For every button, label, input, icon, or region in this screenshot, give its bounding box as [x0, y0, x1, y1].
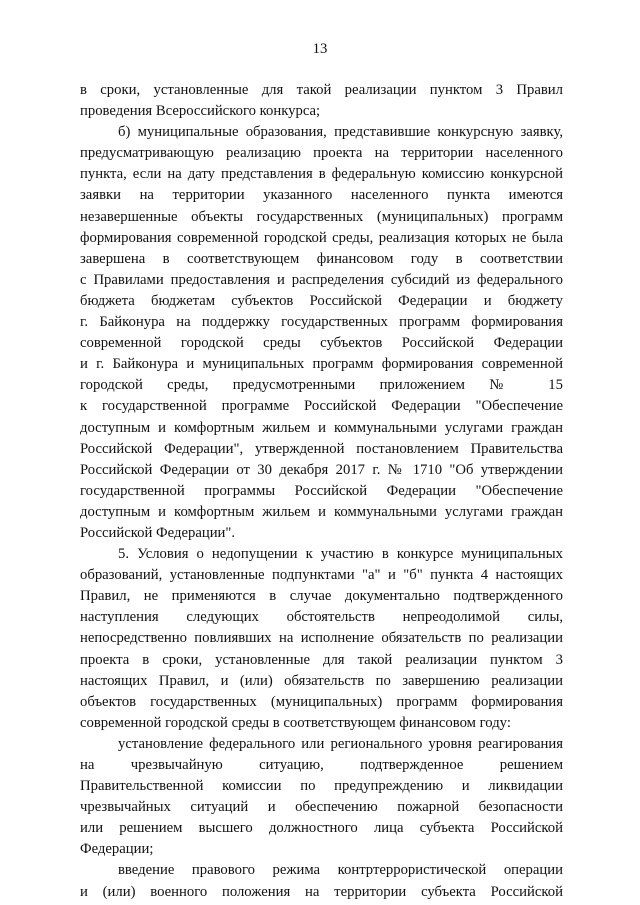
- text-line: Российской Федерации от 30 декабря 2017 г. № 1710 "Об утверждении: [80, 461, 563, 478]
- text-line: на чрезвычайную ситуацию, подтвержденное решением: [80, 757, 563, 773]
- text-line: Федерации;: [80, 841, 154, 858]
- text-line: доступным и комфортным жильем и коммунальными услугами граждан: [80, 503, 563, 520]
- text-line: Правил, не применяются в случае документально подтвержденного: [80, 588, 563, 605]
- text-line: к государственной программе Российской Федерации "Обеспечение: [80, 398, 563, 415]
- text-line: настоящих Правил, и (или) обязательств по завершению реализации: [80, 672, 563, 689]
- text-line: объектов государственных (муниципальных) программ формирования: [80, 693, 563, 710]
- text-line: доступным и комфортным жильем и коммунальными услугами граждан: [80, 419, 563, 436]
- text-line: завершена в соответствующем финансовом году в соответствии: [80, 250, 563, 267]
- text-line: проведения Всероссийского конкурса;: [80, 103, 321, 120]
- text-line: проекта в сроки, установленные для такой реализации пунктом 3: [80, 651, 563, 668]
- text-line: установление федерального или регионального уровня реагирования: [118, 735, 563, 752]
- text-line: городской среды, предусмотренными приложением № 15: [80, 377, 563, 394]
- text-line: Российской Федерации".: [80, 524, 236, 541]
- text-line: незавершенные объекты государственных (муниципальных) программ: [80, 208, 563, 225]
- text-line: 5. Условия о недопущении к участию в конкурсе муниципальных: [118, 546, 563, 563]
- text-line: пункта, если на дату представления в федеральную комиссию конкурсной: [80, 166, 563, 183]
- text-line: наступления следующих обстоятельств непреодолимой силы,: [80, 609, 563, 626]
- text-line: заявки на территории указанного населенного пункта имеются: [80, 187, 563, 204]
- text-line: современной городской среды в соответствующем финансовом году:: [80, 714, 511, 731]
- body-text: [80, 80, 563, 903]
- text-line: современной городской среды субъектов Российской Федерации: [80, 335, 563, 352]
- text-line: чрезвычайных ситуаций и обеспечению пожарной безопасности: [80, 799, 563, 816]
- text-line: формирования современной городской среды, реализация которых не была: [80, 229, 563, 246]
- text-line: в сроки, установленные для такой реализации пунктом 3 Правил: [80, 82, 563, 98]
- text-line: введение правового режима контртеррористической операции: [118, 862, 563, 879]
- text-line: г. Байконура на поддержку государственных программ формирования: [80, 314, 563, 331]
- text-line: государственной программы Российской Федерации "Обеспечение: [80, 482, 563, 499]
- text-line: и г. Байконура и муниципальных программ формирования современной: [80, 356, 563, 373]
- text-line: или решением высшего должностного лица субъекта Российской: [80, 820, 563, 837]
- text-line: б) муниципальные образования, представившие конкурсную заявку,: [118, 124, 563, 141]
- text-line: непосредственно повлиявших на исполнение обязательств по реализации: [80, 630, 563, 647]
- text-line: предусматривающую реализацию проекта на территории населенного: [80, 145, 563, 162]
- text-line: образований, установленные подпунктами "а" и "б" пункта 4 настоящих: [80, 567, 563, 584]
- text-line: и (или) военного положения на территории субъекта Российской: [80, 883, 563, 900]
- text-line: бюджета бюджетам субъектов Российской Федерации и бюджету: [80, 292, 563, 309]
- text-line: с Правилами предоставления и распределения субсидий из федерального: [80, 271, 563, 288]
- text-line: Правительственной комиссии по предупреждению и ликвидации: [80, 778, 563, 795]
- page-number: 13: [312, 41, 328, 57]
- text-line: Российской Федерации", утвержденной постановлением Правительства: [80, 440, 563, 457]
